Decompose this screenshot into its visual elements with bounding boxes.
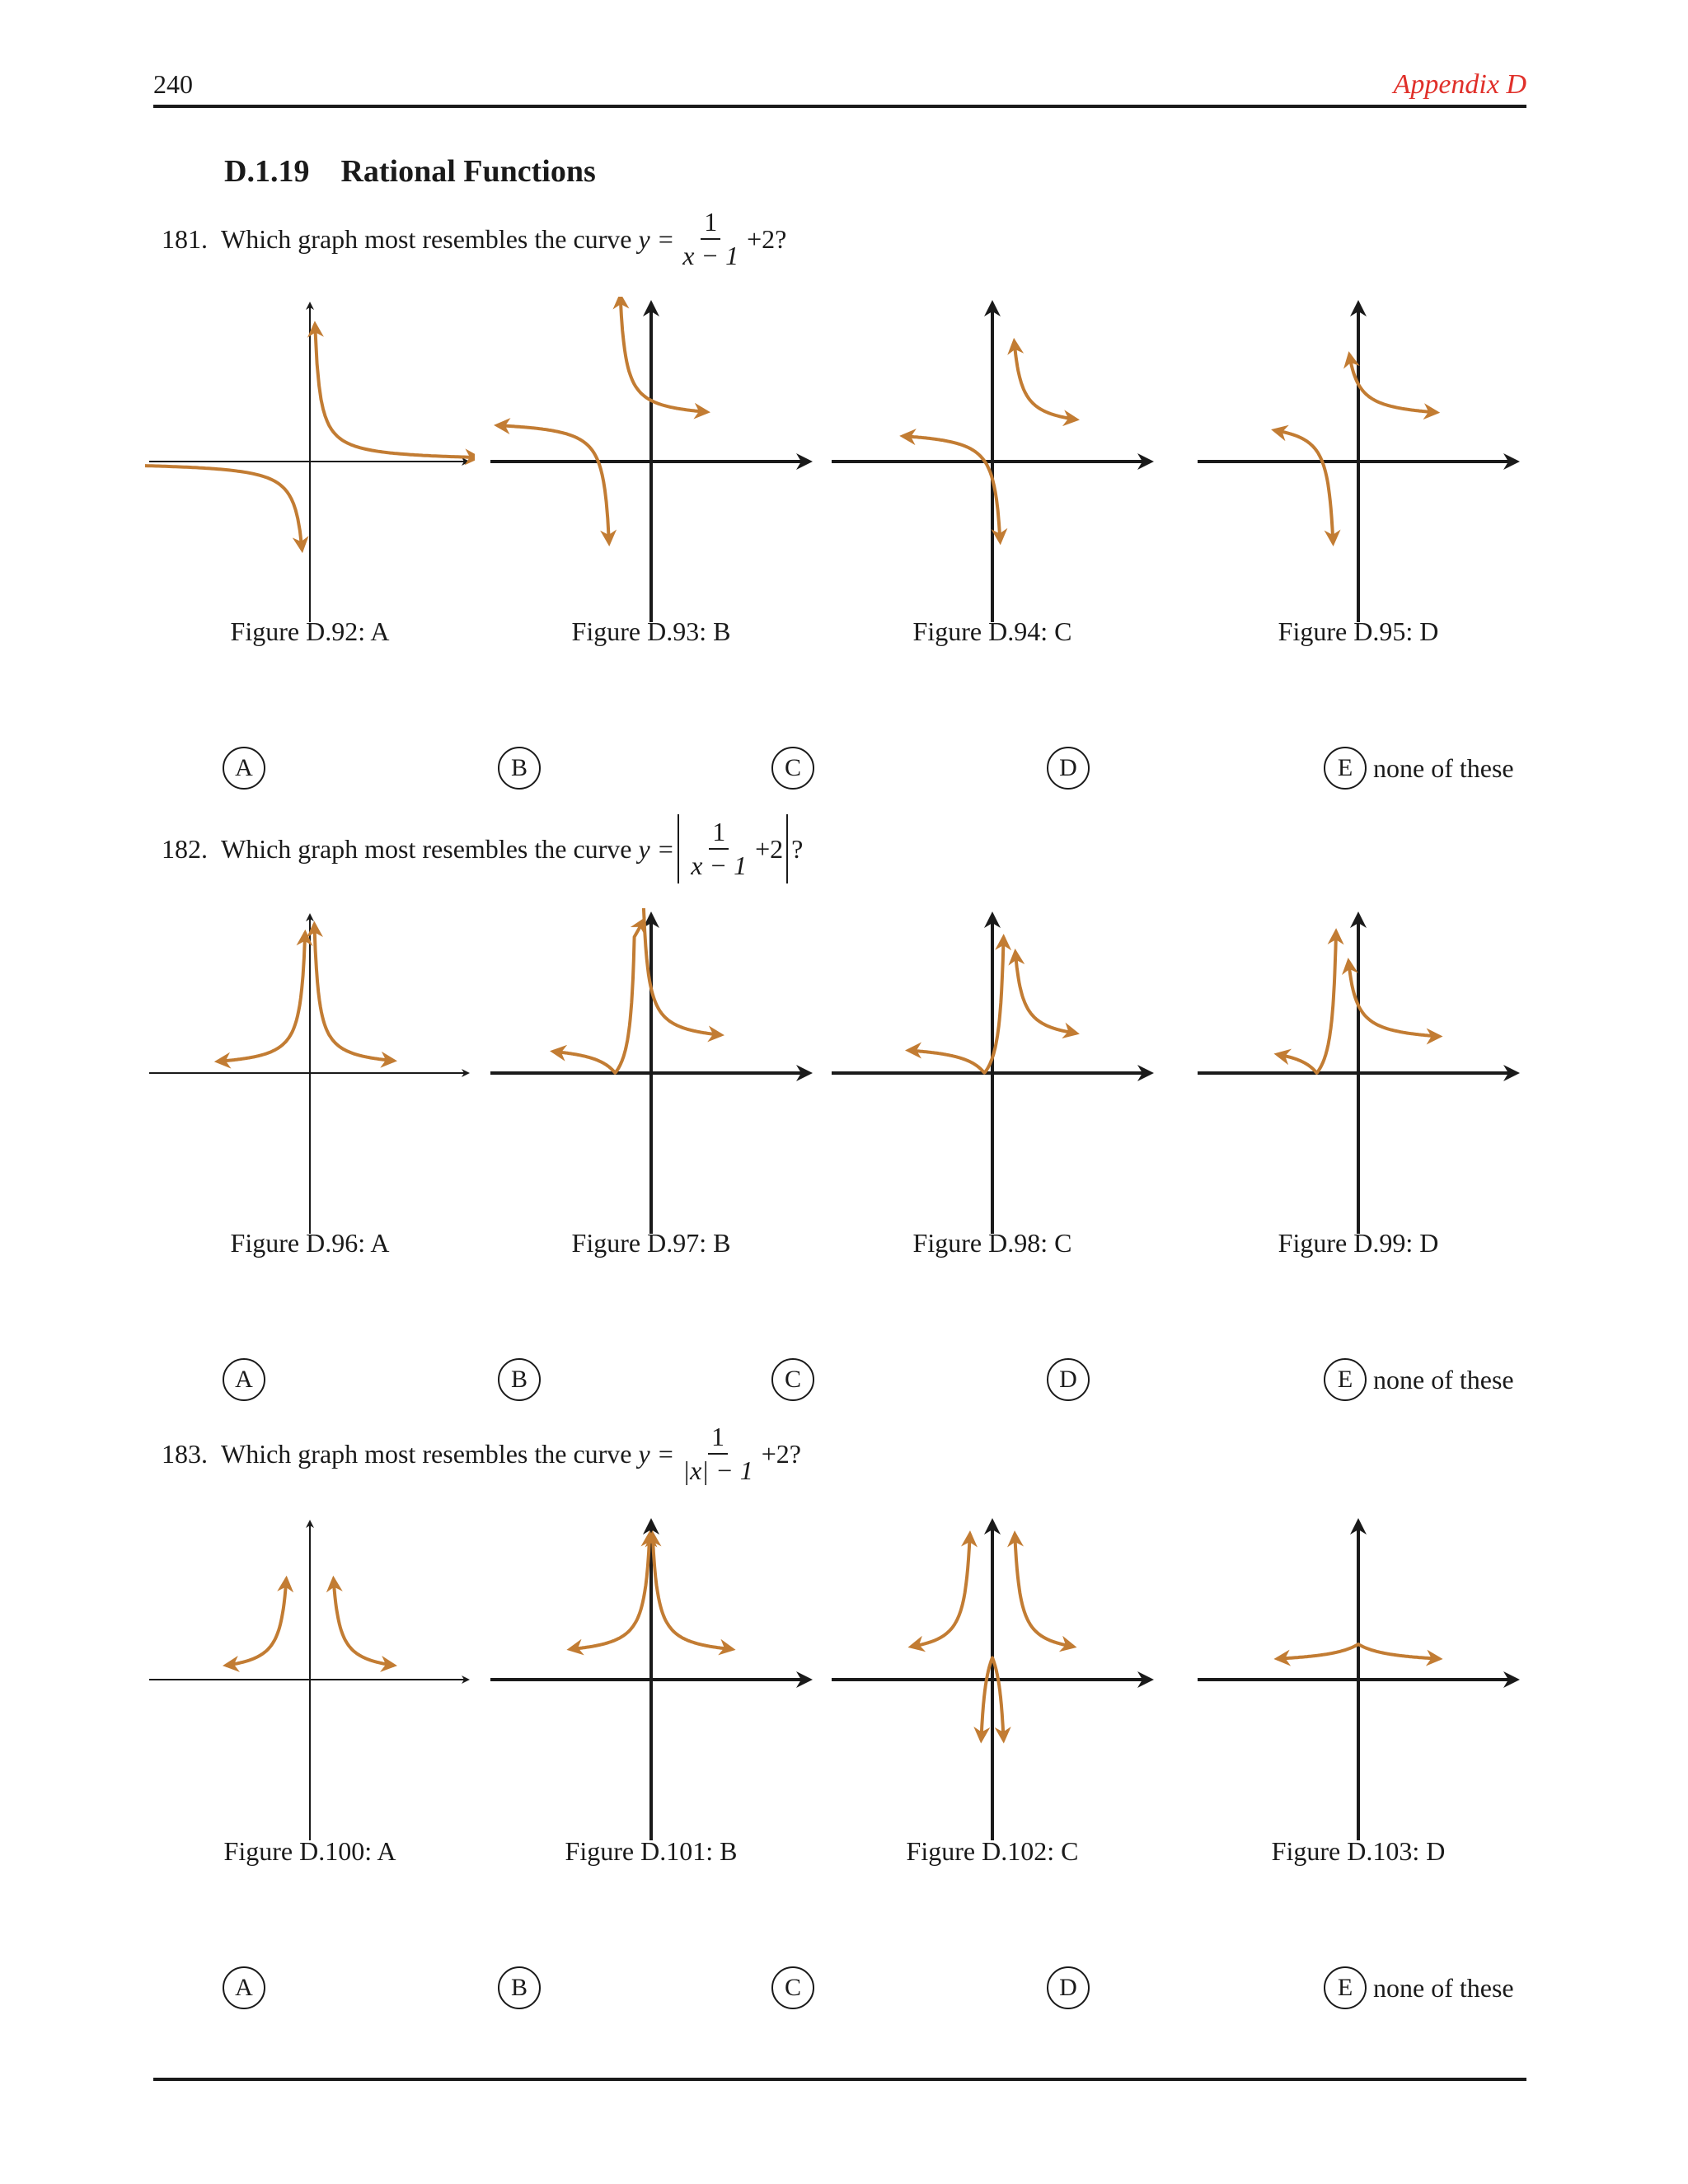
curve-branch: [1015, 1534, 1073, 1647]
curve-branch: [314, 924, 394, 1061]
figure-caption: Figure D.94: C: [912, 616, 1072, 646]
fraction-numerator: 1: [709, 818, 729, 850]
curve-branch: [908, 937, 1004, 1073]
graph-figure: [1193, 297, 1523, 626]
page-number: 240: [153, 69, 193, 99]
question-text: Which graph most resembles the curve: [221, 833, 632, 864]
figure-caption: Figure D.95: D: [1278, 616, 1439, 646]
graph-figure: [145, 297, 475, 626]
choice-letter-circle[interactable]: E: [1324, 747, 1367, 790]
curve-branch: [570, 1534, 649, 1649]
graph-svg: [828, 1515, 1157, 1844]
fraction-numerator: 1: [708, 1422, 728, 1455]
graph-svg: [486, 908, 816, 1238]
choice-letter-circle[interactable]: C: [771, 1358, 814, 1401]
graph-figure: [1193, 1515, 1523, 1844]
section-number: D.1.19: [224, 154, 310, 189]
abs-bar-right: [786, 814, 788, 883]
figure-caption: Figure D.103: D: [1271, 1836, 1446, 1866]
answer-choice-d[interactable]: [1047, 1966, 1090, 2009]
graph-figure: [486, 908, 816, 1238]
question-number: 181.: [162, 223, 208, 254]
graph-figure: [486, 1515, 816, 1844]
curve-branch: [1015, 341, 1077, 419]
answer-choice-b[interactable]: [498, 1358, 541, 1401]
curve-branch: [497, 425, 609, 543]
equation-fraction: [679, 208, 742, 270]
answer-choice-a[interactable]: [223, 1358, 265, 1401]
graph-svg: [486, 1515, 816, 1844]
question-183: [162, 1422, 801, 1485]
choice-letter-circle[interactable]: B: [498, 1358, 541, 1401]
choice-letter-circle[interactable]: A: [223, 1966, 265, 2009]
answer-choice-e[interactable]: [1324, 1966, 1514, 2009]
question-182: [162, 814, 803, 883]
choice-letter-circle[interactable]: C: [771, 1966, 814, 2009]
curve-branch: [218, 933, 305, 1062]
answer-choice-d[interactable]: [1047, 1358, 1090, 1401]
equation-suffix: +2?: [747, 223, 787, 254]
choice-letter-circle[interactable]: D: [1047, 747, 1090, 790]
equation-prefix: y =: [638, 833, 675, 864]
figure-caption: Figure D.92: A: [230, 616, 390, 646]
none-of-these-label: none of these: [1373, 752, 1514, 783]
curve-branch: [903, 436, 1000, 541]
graph-svg: [145, 297, 475, 626]
curve-branch: [621, 297, 707, 412]
curve-branch: [1277, 931, 1336, 1073]
answer-choice-a[interactable]: [223, 1966, 265, 2009]
graph-figure: [1193, 908, 1523, 1238]
question-number: 182.: [162, 833, 208, 864]
graph-svg: [145, 1515, 475, 1844]
figure-caption: Figure D.99: D: [1278, 1228, 1439, 1258]
fraction-denominator: x − 1: [682, 241, 739, 271]
graph-figure: [828, 1515, 1157, 1844]
equation-fraction: [679, 1422, 756, 1485]
graph-svg: [828, 297, 1157, 626]
answer-choice-d[interactable]: [1047, 747, 1090, 790]
graph-svg: [486, 297, 816, 626]
figure-caption: Figure D.93: B: [571, 616, 731, 646]
curve-branch: [653, 1534, 733, 1649]
fraction-denominator: x − 1: [691, 851, 748, 880]
fraction-denominator: |x| − 1: [682, 1455, 753, 1486]
curve-branch: [1349, 354, 1437, 412]
section-heading: [224, 153, 596, 190]
question-181: [162, 208, 786, 270]
graph-figure: [486, 297, 816, 626]
question-text: Which graph most resembles the curve: [221, 1438, 632, 1469]
equation-prefix: y =: [638, 223, 675, 254]
curve-branch: [315, 324, 475, 457]
running-head: Appendix D: [1393, 69, 1526, 100]
graph-figure: [145, 1515, 475, 1844]
curve-branch: [1015, 952, 1076, 1033]
choice-letter-circle[interactable]: A: [223, 747, 265, 790]
equation-suffix: +2?: [761, 1438, 801, 1469]
none-of-these-label: none of these: [1373, 1972, 1514, 2003]
figure-caption: Figure D.102: C: [906, 1836, 1079, 1866]
answer-choice-c[interactable]: [771, 747, 814, 790]
choice-letter-circle[interactable]: B: [498, 747, 541, 790]
curve-branch: [911, 1534, 969, 1647]
curve-branch: [334, 1579, 394, 1666]
graph-svg: [1193, 297, 1523, 626]
curve-branch: [226, 1579, 286, 1666]
figure-caption: Figure D.101: B: [565, 1836, 738, 1866]
graph-svg: [145, 908, 475, 1238]
header-rule: [153, 105, 1526, 108]
choice-letter-circle[interactable]: E: [1324, 1358, 1367, 1401]
curve-branch: [1274, 430, 1333, 543]
equation-fraction: [687, 818, 750, 880]
fraction-numerator: 1: [701, 208, 720, 240]
none-of-these-label: none of these: [1373, 1364, 1514, 1394]
curve-branch: [1348, 961, 1440, 1037]
curve-branch: [553, 920, 645, 1073]
answer-choice-c[interactable]: [771, 1966, 814, 2009]
question-number: 183.: [162, 1438, 208, 1469]
equation-end: ?: [791, 833, 804, 864]
answer-choice-c[interactable]: [771, 1358, 814, 1401]
answer-choice-b[interactable]: [498, 747, 541, 790]
section-title: Rational Functions: [340, 154, 596, 189]
curve-branch: [145, 466, 302, 550]
equation-suffix: +2: [755, 833, 784, 864]
graph-figure: [828, 908, 1157, 1238]
answer-choice-e[interactable]: [1324, 747, 1514, 790]
equation-prefix: y =: [638, 1438, 675, 1469]
graph-figure: [828, 297, 1157, 626]
answer-choice-b[interactable]: [498, 1966, 541, 2009]
graph-figure: [145, 908, 475, 1238]
figure-caption: Figure D.100: A: [223, 1836, 396, 1866]
answer-choice-a[interactable]: [223, 747, 265, 790]
curve-branch: [643, 908, 721, 1035]
choice-letter-circle[interactable]: D: [1047, 1358, 1090, 1401]
question-text: Which graph most resembles the curve: [221, 223, 632, 254]
choice-letter-circle[interactable]: B: [498, 1966, 541, 2009]
figure-caption: Figure D.96: A: [230, 1228, 390, 1258]
choice-letter-circle[interactable]: E: [1324, 1966, 1367, 2009]
graph-svg: [1193, 1515, 1523, 1844]
choice-letter-circle[interactable]: D: [1047, 1966, 1090, 2009]
footer-rule: [153, 2078, 1526, 2081]
abs-bar-left: [678, 814, 679, 883]
choice-letter-circle[interactable]: A: [223, 1358, 265, 1401]
graph-svg: [1193, 908, 1523, 1238]
figure-caption: Figure D.98: C: [912, 1228, 1072, 1258]
figure-caption: Figure D.97: B: [571, 1228, 731, 1258]
graph-svg: [828, 908, 1157, 1238]
choice-letter-circle[interactable]: C: [771, 747, 814, 790]
answer-choice-e[interactable]: [1324, 1358, 1514, 1401]
